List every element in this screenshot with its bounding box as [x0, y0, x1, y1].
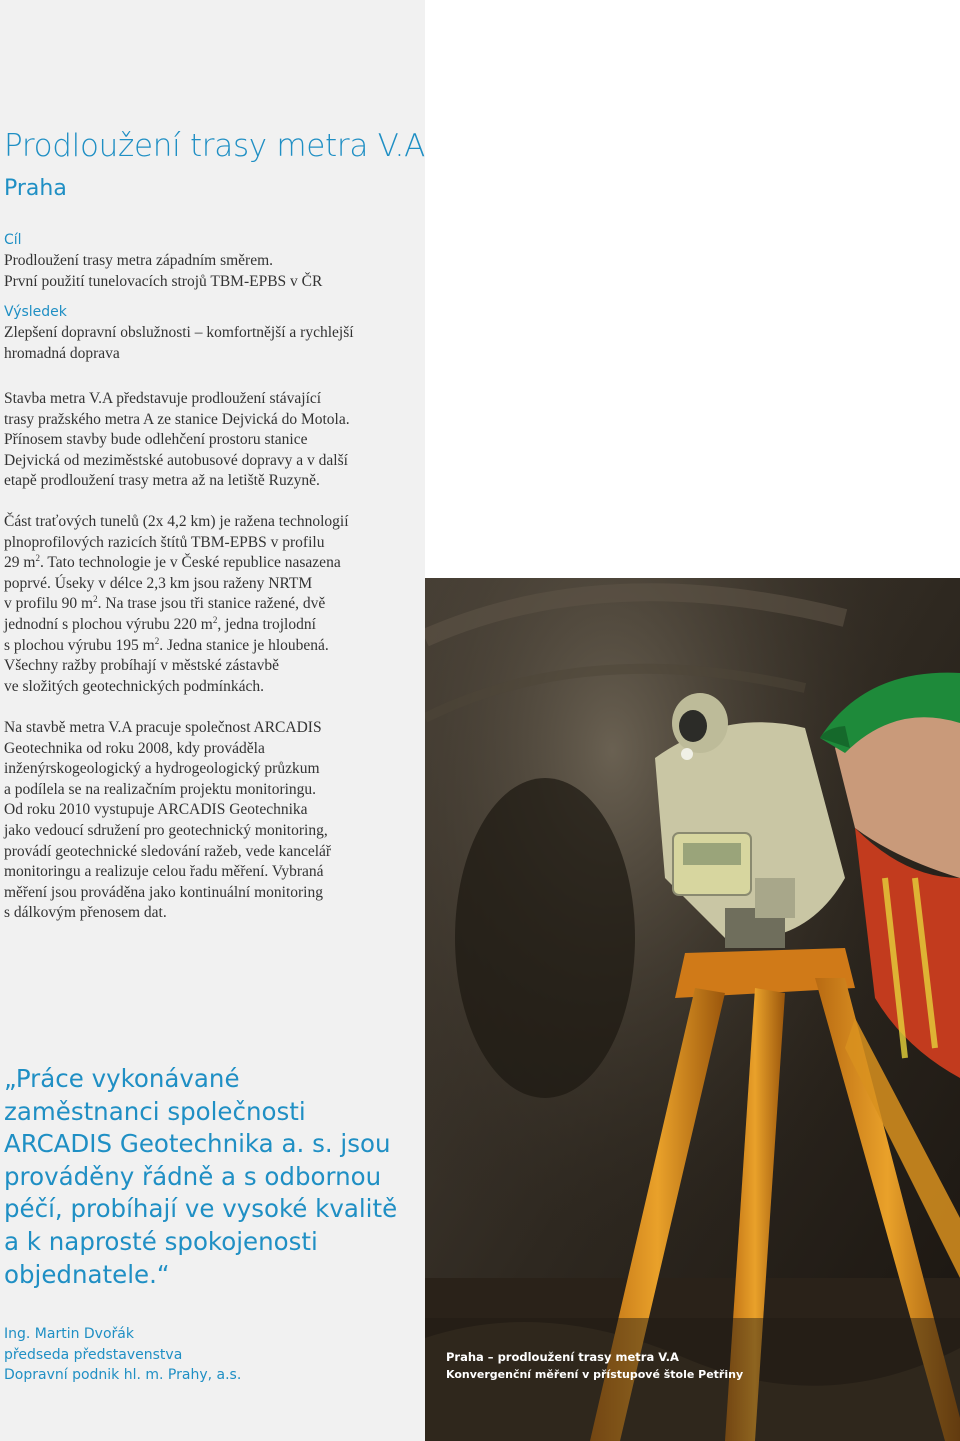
quote-line: „Práce vykonávané: [4, 1064, 240, 1093]
paragraph-line: trasy pražského metra A ze stanice Dejvická do Motola.: [4, 410, 350, 428]
superscript: 2: [154, 635, 160, 646]
paragraph-arcadis: [4, 718, 331, 924]
text-run: jednodní s plochou výrubu 220 m: [4, 615, 213, 633]
quote-line: zaměstnanci společnosti: [4, 1096, 306, 1126]
paragraph-intro: [4, 389, 350, 492]
paragraph-line: [4, 553, 349, 574]
text-run: . Na trase jsou tři stanice ražené, dvě: [97, 595, 326, 613]
quote-line: a k naprosté spokojenosti: [4, 1226, 318, 1256]
paragraph-line: Na stavbě metra V.A pracuje společnost ARCADIS: [4, 719, 322, 736]
text-run: v profilu 90 m: [4, 595, 94, 613]
result-line: hromadná doprava: [4, 344, 120, 362]
text-run: . Jedna stanice je hloubená.: [159, 636, 329, 654]
photo-illustration: [425, 578, 960, 1441]
photo-caption: [446, 1348, 743, 1384]
text-run: . Tato technologie je v České republice nasazena: [39, 554, 341, 572]
paragraph-line: měření jsou prováděna jako kontinuální monitoring: [4, 883, 323, 901]
paragraph-line: jako vedoucí sdružení pro geotechnický monitoring,: [4, 821, 328, 839]
signature-role: předseda představenstva: [4, 1346, 183, 1363]
goal-line: Prodloužení trasy metra západním směrem.: [4, 252, 274, 269]
quote-signature: [4, 1324, 241, 1386]
top-right-blank: [425, 0, 960, 578]
caption-title: Praha – prodloužení trasy metra V.A: [446, 1350, 679, 1364]
paragraph-line: Od roku 2010 vystupuje ARCADIS Geotechnika: [4, 801, 308, 819]
result-line: Zlepšení dopravní obslužnosti – komfortnější a rychlejší: [4, 324, 354, 341]
quote-line: prováděny řádně a s odbornou: [4, 1161, 382, 1191]
superscript: 2: [212, 614, 218, 625]
result-text: [4, 323, 354, 364]
text-run: , jedna trojlodní: [217, 615, 316, 633]
text-run: s plochou výrubu 195 m: [4, 636, 155, 654]
result-label: Výsledek: [4, 304, 67, 320]
paragraph-line: [4, 636, 349, 657]
goal-text: [4, 251, 322, 292]
surveyor-photo: [425, 578, 960, 1441]
paragraph-tunnels: [4, 512, 349, 697]
goal-label: Cíl: [4, 232, 22, 248]
paragraph-line: Část traťových tunelů (2x 4,2 km) je ražena technologií: [4, 513, 349, 530]
paragraph-line: poprvé. Úseky v délce 2,3 km jsou raženy NRTM: [4, 574, 313, 592]
paragraph-line: inženýrskogeologický a hydrogeologický průzkum: [4, 760, 320, 778]
quote-line: péčí, probíhají ve vysoké kvalitě: [4, 1194, 398, 1224]
paragraph-line: s dálkovým přenosem dat.: [4, 904, 167, 922]
goal-line: První použití tunelovacích strojů TBM-EPBS v ČR: [4, 272, 323, 290]
page-title: Prodloužení trasy metra V.A: [4, 128, 425, 164]
testimonial-quote: [4, 1063, 397, 1291]
text-run: 29 m: [4, 554, 36, 572]
paragraph-line: plnoprofilových razicích štítů TBM-EPBS v profilu: [4, 533, 325, 551]
page-subtitle-city: Praha: [4, 176, 67, 201]
signature-company: Dopravní podnik hl. m. Prahy, a.s.: [4, 1367, 242, 1383]
paragraph-line: provádí geotechnické sledování ražeb, vede kancelář: [4, 842, 332, 860]
quote-line: objednatele.“: [4, 1259, 170, 1289]
paragraph-line: [4, 615, 349, 636]
superscript: 2: [35, 553, 40, 564]
caption-subtitle: Konvergenční měření v přístupové štole Petřiny: [446, 1368, 744, 1381]
superscript: 2: [93, 594, 98, 605]
paragraph-line: Stavba metra V.A představuje prodloužení stávající: [4, 390, 322, 407]
paragraph-line: ve složitých geotechnických podmínkách.: [4, 677, 264, 695]
paragraph-line: Přínosem stavby bude odlehčení prostoru stanice: [4, 431, 308, 449]
paragraph-line: etapě prodloužení trasy metra až na letiště Ruzyně.: [4, 472, 320, 490]
paragraph-line: Geotechnika od roku 2008, kdy prováděla: [4, 739, 265, 757]
paragraph-line: a podílela se na realizačním projektu monitoringu.: [4, 780, 317, 798]
paragraph-line: [4, 594, 349, 615]
signature-name: Ing. Martin Dvořák: [4, 1326, 134, 1342]
paragraph-line: Všechny ražby probíhají v městské zástavbě: [4, 657, 280, 675]
paragraph-line: Dejvická od meziměstské autobusové dopravy a v další: [4, 451, 348, 469]
quote-line: ARCADIS Geotechnika a. s. jsou: [4, 1129, 391, 1159]
paragraph-line: monitoringu a realizuje celou řadu měření. Vybraná: [4, 863, 324, 881]
